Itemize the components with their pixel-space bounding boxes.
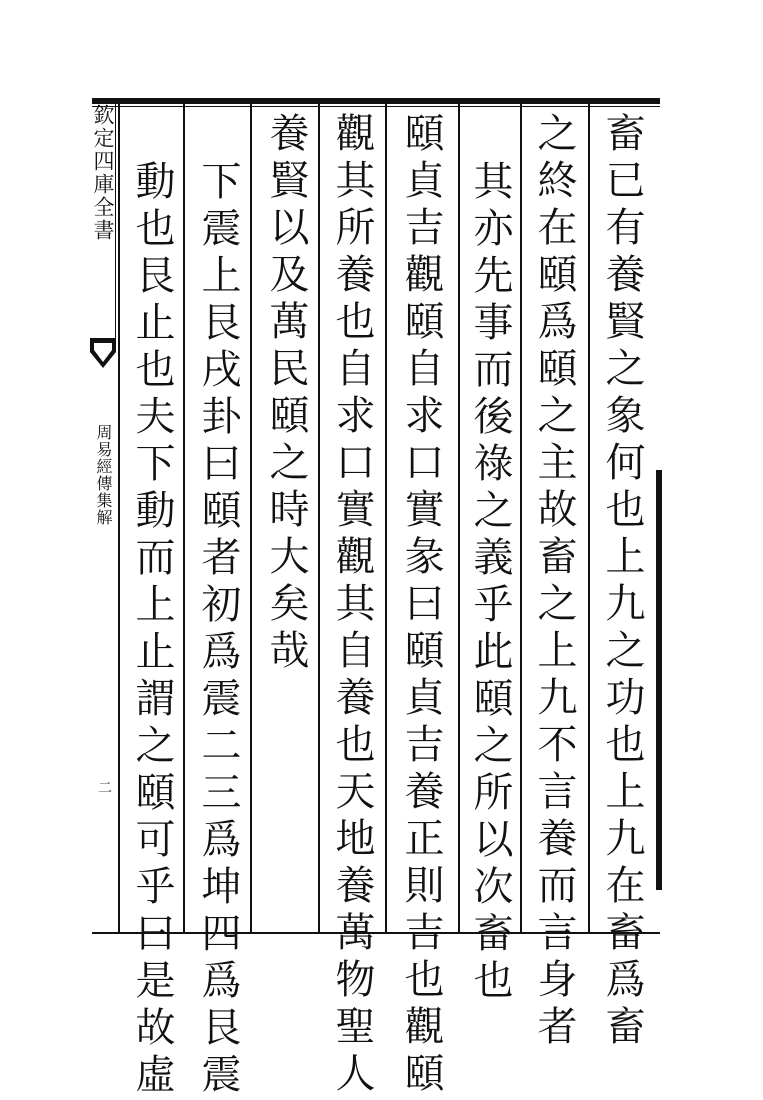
text-column-7: 下震上艮戌卦曰頤者初爲震二三爲坤四爲艮震 (195, 160, 241, 1100)
frame-top-inner-border (92, 106, 660, 107)
column-rule (318, 104, 320, 932)
text-column-8: 動也艮止也夫下動而上止謂之頤可乎曰是故虛 (129, 160, 175, 1100)
column-rule (520, 104, 522, 932)
text-column-5: 觀其所養也自求口實觀其自養也天地養萬物聖人 (329, 112, 375, 1099)
column-rule (250, 104, 252, 932)
column-rule (385, 104, 387, 932)
margin-page-number: 二 (96, 780, 112, 794)
frame-top-border (92, 98, 660, 104)
frame-right-border (656, 470, 662, 890)
text-column-4: 頤貞吉觀頤自求口實彖曰頤貞吉養正則吉也觀頤 (398, 112, 444, 1099)
margin-book-title: 欽定四庫全書 (91, 104, 115, 242)
margin-rule (115, 104, 116, 344)
column-rule (458, 104, 460, 932)
text-column-3: 其亦先事而後祿之義乎此頤之所以次畜也 (467, 160, 513, 1006)
column-rule (183, 104, 185, 932)
column-rule (588, 104, 590, 932)
text-column-2: 之終在頤爲頤之主故畜之上九不言養而言身者 (531, 112, 577, 1052)
text-column-1: 畜已有養賢之象何也上九之功也上九在畜爲畜 (599, 112, 645, 1052)
column-rule (118, 104, 120, 932)
margin-volume-title: 周易經傳集解 (94, 424, 113, 526)
fish-tail-mark-icon (90, 338, 116, 368)
text-column-6: 養賢以及萬民頤之時大矣哉 (263, 112, 309, 676)
